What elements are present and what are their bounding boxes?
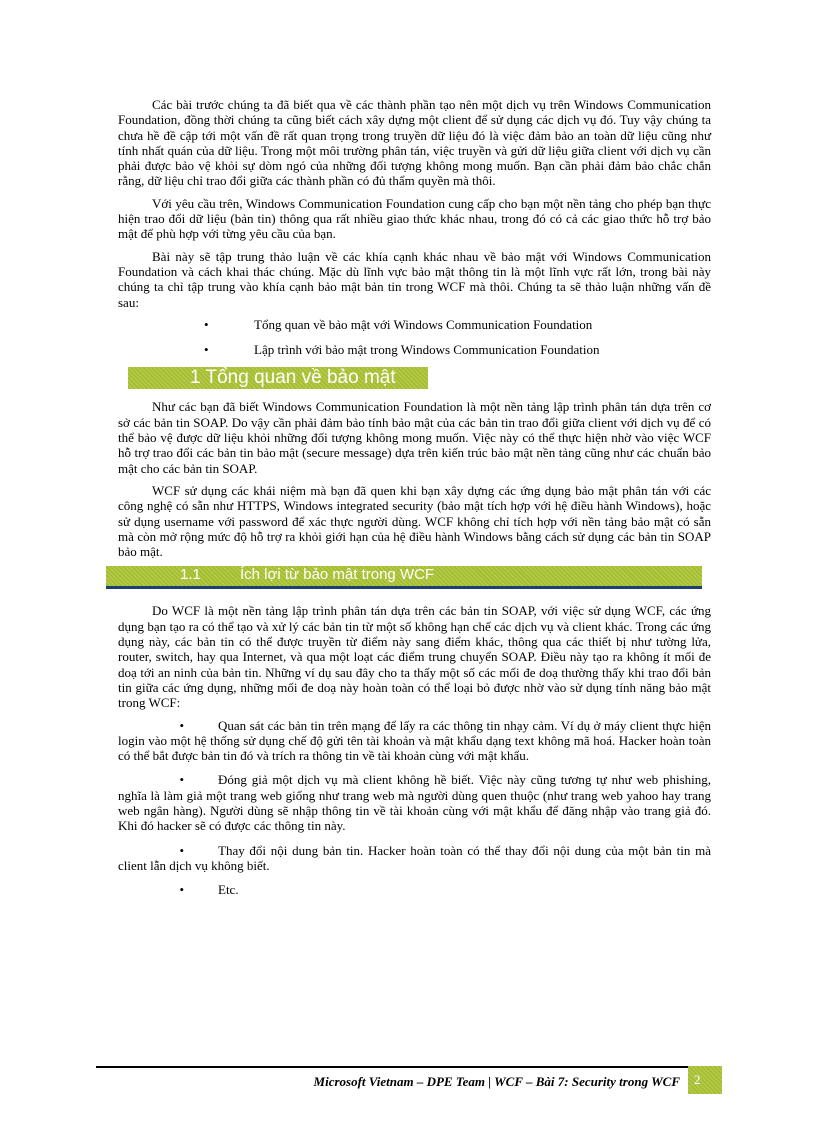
topic-item — [118, 317, 711, 332]
section-1-title: 1 Tổng quan về bảo mật — [190, 367, 396, 389]
bullet-icon: • — [179, 772, 184, 788]
topic-list — [118, 317, 711, 358]
intro-paragraph-2: Với yêu cầu trên, Windows Communication Foundation cung cấp cho bạn một nền tảng cho phép bạn thực hiện trao đổi dữ liệu (bản tin) thông qua rất nhiều giao thức khác nhau, trong đó có cả các giao thức hỗ trợ bảo mật để phù hợp với từng yêu cầu của bạn. — [118, 195, 711, 242]
threat-item — [118, 882, 711, 897]
bullet-icon: • — [204, 316, 209, 332]
threat-text: Thay đổi nội dung bản tin. Hacker hoàn toàn có thể thay đổi nội dung của một bản tin mà client lẫn dịch vụ không biết. — [118, 842, 711, 873]
threat-item — [118, 772, 711, 833]
section-1-1-heading — [106, 566, 702, 589]
intro-paragraph-1: Các bài trước chúng ta đã biết qua về các thành phần tạo nên một dịch vụ trên Windows Communication Foundation, đồng thời chúng ta cũng biết cách xây dựng một client để sử dụng các dịch vụ đó. Tuy vậy chúng ta chưa hề đề cập tới một vấn đề rất quan trọng trong truyền dữ liệu đó là việc đảm bảo an toàn dữ liệu cũng như tính nhất quán của dữ liệu. Trong một môi trường phân tán, việc truyền và gửi dữ liệu giữa client với dịch vụ cần phải được bảo vệ khỏi sự dòm ngó của những đối tượng không mong muốn. Bạn cần phải đảm bảo chắc chắn rằng, dữ liệu chỉ trao đổi giữa các thành phần có đủ thẩm quyền mà thôi. — [118, 97, 711, 189]
threat-text: Đóng giả một dịch vụ mà client không hề biết. Việc này cũng tương tự như web phishing, nghĩa là làm giả một trang web giống như trang web mà người dùng quen thuộc (như trang web yahoo hay trang web ngân hàng). Người dùng sẽ nhập thông tin về tài khoản cùng với mật khẩu để đăng nhập vào trang giả đó. Khi đó hacker sẽ có được các thông tin này. — [118, 772, 711, 834]
topic-text: Tổng quan về bảo mật với Windows Communication Foundation — [254, 316, 593, 332]
bullet-icon: • — [179, 842, 184, 858]
page-number: 2 — [694, 1072, 701, 1087]
bullet-icon: • — [179, 882, 184, 898]
topic-text: Lập trình với bảo mật trong Windows Communication Foundation — [254, 342, 600, 358]
intro-paragraph-3: Bài này sẽ tập trung thảo luận về các khía cạnh khác nhau về bảo mật với Windows Communication Foundation và cách khai thác chúng. Mặc dù lĩnh vực bảo mật thông tin là một lĩnh vực rất lớn, trong bài này chúng ta chỉ tập trung vào khía cạnh bảo mật bản tin trong WCF mà thôi. Chúng ta sẽ thảo luận những vấn đề sau: — [118, 248, 711, 310]
section-1-heading — [128, 367, 428, 389]
section-1-1-title: Ích lợi từ bảo mật trong WCF — [240, 566, 435, 584]
threat-text: Etc. — [218, 882, 239, 898]
section-1-paragraph-2: WCF sử dụng các khái niệm mà bạn đã quen khi bạn xây dựng các ứng dụng bảo mật phân tán với các công nghệ có sẵn như HTTPS, Windows integrated security (bảo mật tích hợp với hệ điều hành Windows), hoặc sử dụng username với password để xác thực người dùng. WCF không chỉ tích hợp với nền tảng bảo mật có sẵn mà còn mở rộng mức độ hỗ trợ ra khỏi giới hạn của hệ điều hành Windows bằng cách sử dụng các bản tin SOAP bảo mật. — [118, 482, 711, 560]
footer-rule — [96, 1066, 688, 1068]
section-1-1-number: 1.1 — [180, 566, 201, 584]
page-number-box — [688, 1066, 722, 1094]
footer-text: Microsoft Vietnam – DPE Team | WCF – Bài 7: Security trong WCF — [313, 1074, 680, 1089]
document-body — [118, 97, 711, 906]
topic-item — [118, 342, 711, 357]
threat-item — [118, 718, 711, 764]
bullet-icon: • — [179, 717, 184, 733]
section-1-paragraph-1: Như các bạn đã biết Windows Communication Foundation là một nền tảng lập trình phân tán dựa trên cơ sở các bản tin SOAP. Do vậy cần phải đảm bảo tính bảo mật của các bản tin trao đổi giữa client với dịch vụ để có thể bảo vệ được dữ liệu khỏi những đối tượng không mong muốn. Việc này có thể thực hiện nhờ vào việc WCF hỗ trợ trao đổi các bản tin bảo mật (secure message) dựa trên kiến trúc bảo mật nền tảng cũng như các chuẩn bảo mật cho các bản tin SOAP. — [118, 399, 711, 476]
threat-item — [118, 843, 711, 874]
bullet-icon: • — [204, 342, 209, 358]
section-1-1-paragraph: Do WCF là một nền tảng lập trình phân tán dựa trên các bản tin SOAP, với việc sử dụng WCF, các ứng dụng bạn tạo ra có thể tạo và xử lý các bản tin từ một số không hạn chế các dịch vụ và client khác. Trong các ứng dụng này, các bản tin có thể được truyền từ điểm này sang điểm khác, thông qua các thiết bị như tường lửa, router, switch, hay qua Internet, và qua một loạt các điểm trung chuyển SOAP. Điều này tạo ra không ít mối đe doạ tới an ninh của bản tin. Những ví dụ sau đây cho ta thấy một số các mối đe doạ thường thấy khi trao đổi bản tin giữa các ứng dụng, những mối đe doạ này hoàn toàn có thể loại bỏ được nhờ vào sử dụng tính năng bảo mật trong WCF: — [118, 603, 711, 711]
threat-text: Quan sát các bản tin trên mạng để lấy ra các thông tin nhạy cảm. Ví dụ ở máy client thực hiện login vào một hệ thống sử dụng chế độ gửi tên tài khoản và mật khẩu dạng text không mã hoá. Hacker hoàn toàn có thể bắt được bản tin đó và trích ra thông tin về tài khoản cùng với mật khẩu. — [118, 717, 711, 764]
